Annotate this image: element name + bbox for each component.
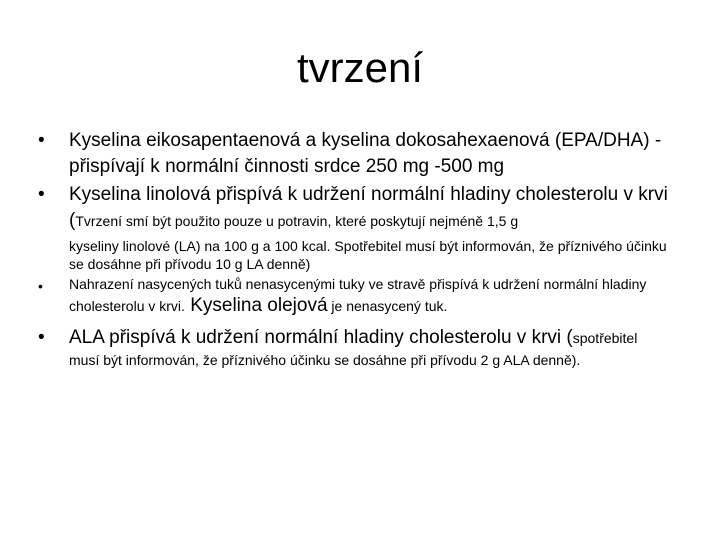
bullet-text-small-end: je nenasycený tuk. xyxy=(327,298,448,314)
bullet-icon: • xyxy=(38,184,45,205)
bullet-text-small: Tvrzení smí být použito pouze u potravin, které poskytují nejméně 1,5 g xyxy=(75,213,519,229)
bullet-text-small-continued: musí být informován, že příznivého účinku se dosáhne při přívodu 2 g ALA denně). xyxy=(69,352,581,368)
bullet-text: Kyselina eikosapentaenová a kyselina dokosahexaenová (EPA/DHA) - přispívají k normální činnosti srdce 250 mg -500 mg xyxy=(69,130,662,177)
bullet-item-ala xyxy=(0,325,720,369)
slide-title: tvrzení xyxy=(296,44,424,91)
bullet-icon: • xyxy=(38,130,45,151)
bullet-list xyxy=(0,128,720,369)
bullet-text-small: spotřebitel xyxy=(572,330,638,346)
bullet-item-epa-dha xyxy=(0,128,720,180)
bullet-icon: • xyxy=(38,278,43,294)
bullet-text-small: Nahrazení nasycených tuků nenasycenými tuky ve stravě přispívá k udržení normální hladiny cholesterolu v krvi. xyxy=(69,276,647,314)
bullet-item-linoleic-acid xyxy=(0,182,720,273)
bullet-icon: • xyxy=(38,327,45,348)
bullet-text-small-continued: kyseliny linolové (LA) na 100 g a 100 kcal. Spotřebitel musí být informován, že příznivého účinku se dosáhne při přívodu 10 g LA denně) xyxy=(69,238,667,272)
bullet-text-large: Kyselina olejová xyxy=(184,295,328,316)
bullet-item-unsaturated-fats xyxy=(0,273,720,317)
bullet-text-large: Kyselina linolová přispívá k udržení normální hladiny cholesterolu v krvi ( xyxy=(69,184,668,231)
bullet-text-large: ALA přispívá k udržení normální hladiny cholesterolu v krvi ( xyxy=(69,327,573,348)
